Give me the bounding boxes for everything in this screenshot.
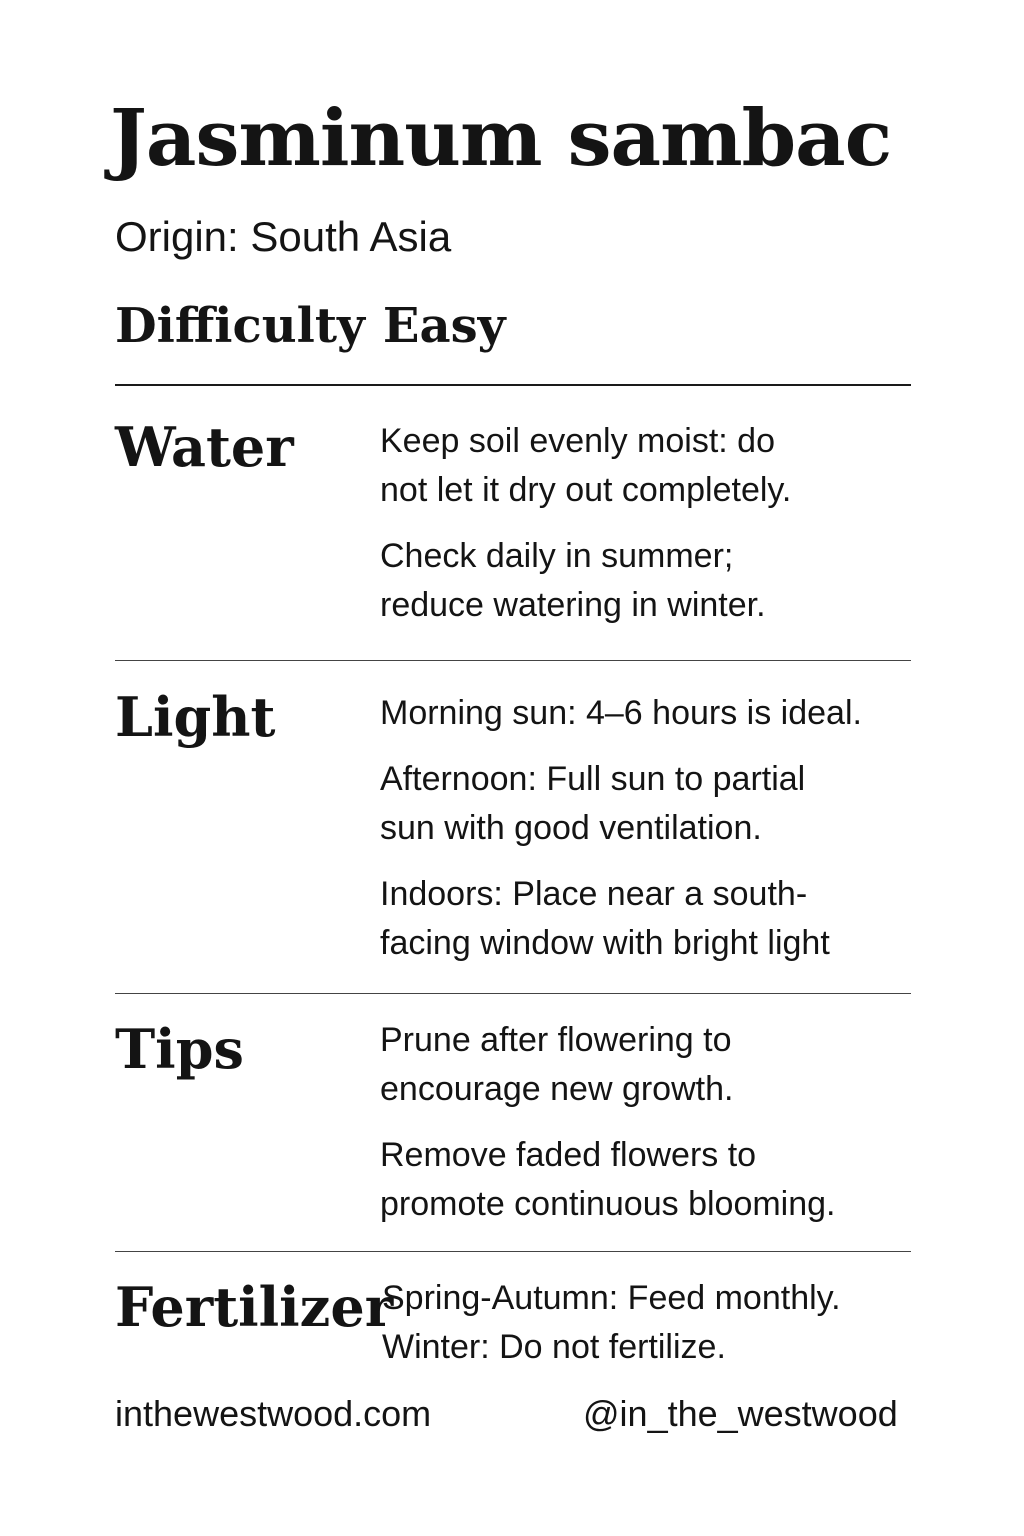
divider [115,1251,911,1252]
fertilizer-heading: Fertilizer [115,1275,394,1339]
page-title: Jasminum sambac [110,93,892,184]
fertilizer-paragraph: Spring-Autumn: Feed monthly. Winter: Do not fertilize. [382,1279,841,1366]
light-heading: Light [115,685,276,749]
light-paragraph: Indoors: Place near a south- facing window with bright light [380,875,830,962]
tips-heading: Tips [115,1017,244,1081]
origin-text: Origin: South Asia [115,213,452,260]
difficulty-label: Difficulty [115,298,365,354]
divider [115,993,911,994]
water-heading: Water [115,415,294,479]
water-paragraph: Check daily in summer; reduce watering in winter. [380,537,766,624]
tips-paragraph: Prune after flowering to encourage new growth. [380,1021,734,1108]
tips-body [380,1016,980,1246]
light-body [380,689,980,985]
difficulty-value: Easy [382,298,506,354]
light-paragraph: Morning sun: 4–6 hours is ideal. [380,694,862,732]
light-paragraph: Afternoon: Full sun to partial sun with good ventilation. [380,760,806,847]
water-paragraph: Keep soil evenly moist: do not let it dry out completely. [380,422,792,509]
divider [115,384,911,386]
fertilizer-body [382,1274,982,1389]
difficulty-row [115,298,506,354]
divider [115,660,911,661]
website-link[interactable]: inthewestwood.com [115,1393,432,1434]
tips-paragraph: Remove faded flowers to promote continuous blooming. [380,1136,836,1223]
water-body [380,417,980,647]
social-handle[interactable]: @in_the_westwood [583,1393,898,1434]
